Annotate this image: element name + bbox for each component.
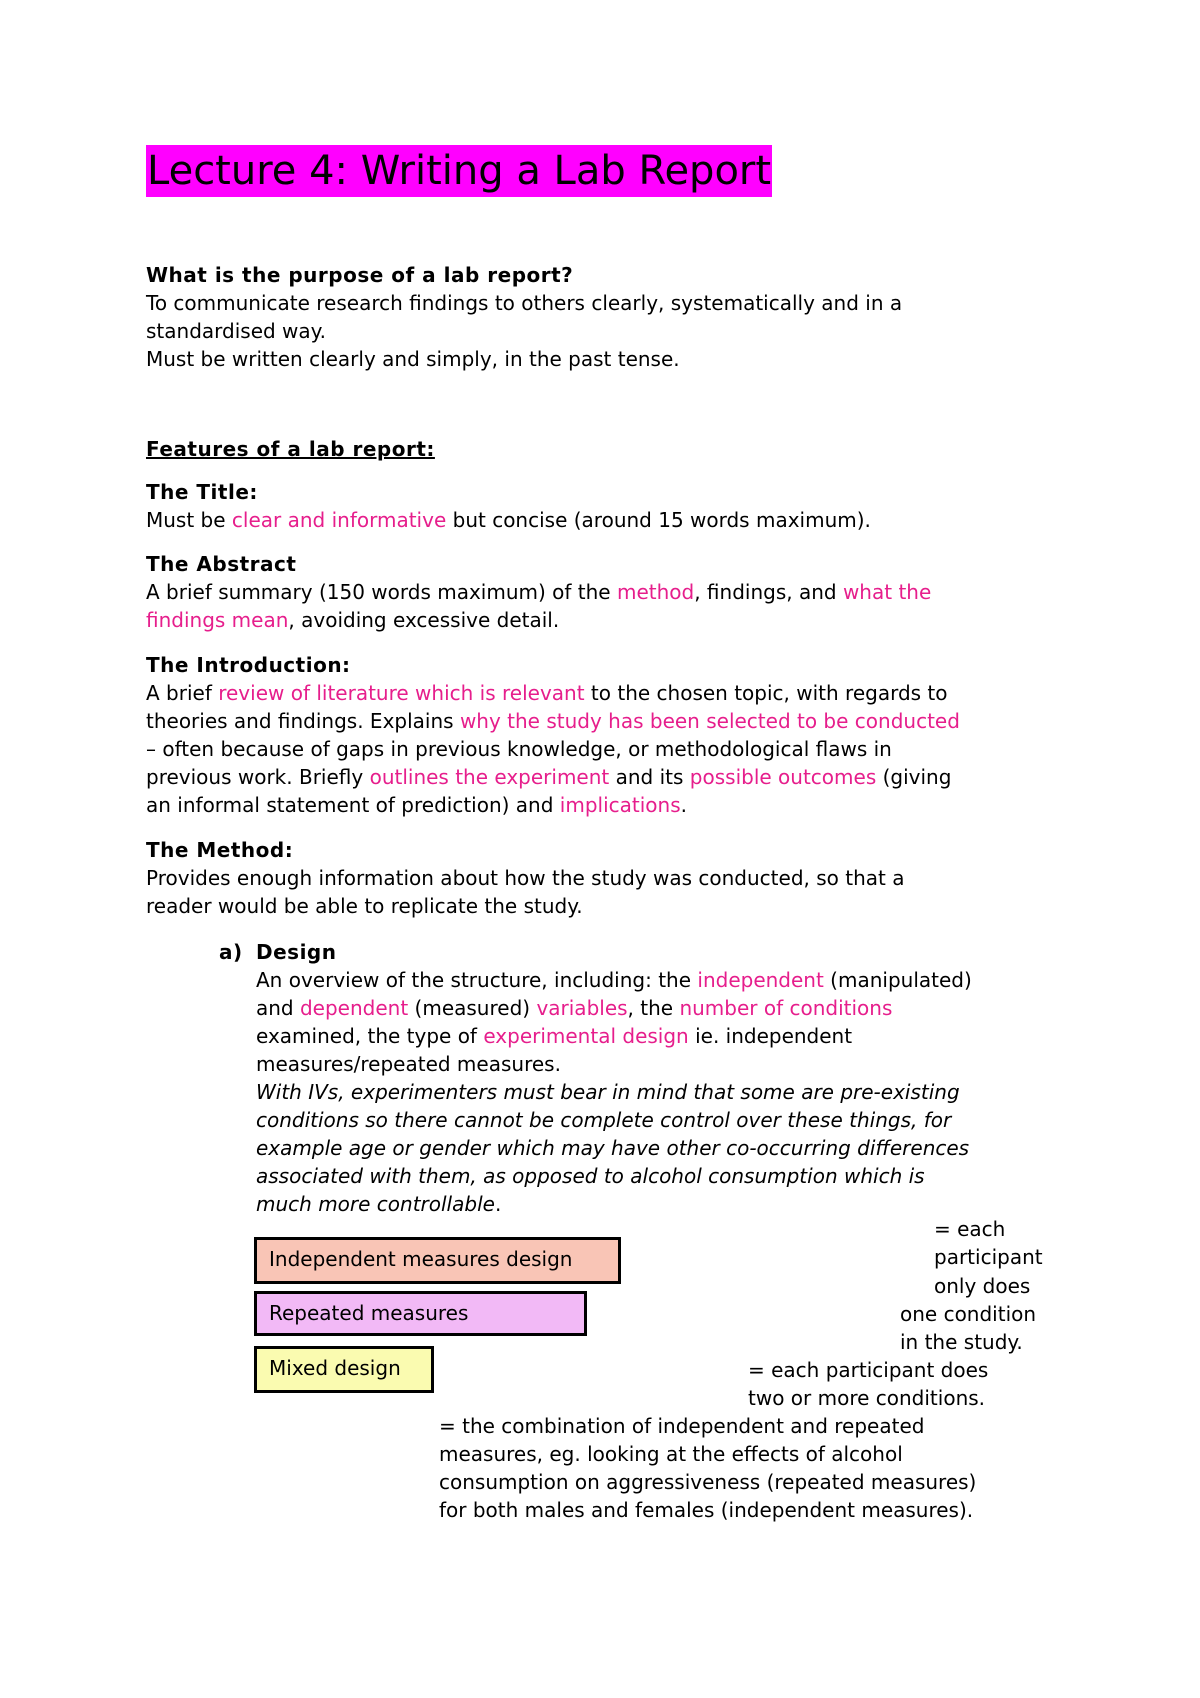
- highlight-text: implications: [559, 793, 681, 817]
- abstract-line-2: [146, 606, 931, 634]
- introduction-line-1: [146, 679, 960, 707]
- highlight-text: possible outcomes: [689, 765, 877, 789]
- text-span: Must be: [146, 508, 232, 532]
- highlight-text: independent: [697, 968, 824, 992]
- text-span: theories and findings. Explains: [146, 709, 460, 733]
- highlight-text: clear and informative: [231, 508, 447, 532]
- text-span: , findings, and: [694, 580, 843, 604]
- text-span: and its: [609, 765, 690, 789]
- repeated-note-1: = each participant does: [748, 1358, 989, 1382]
- abstract-section: [146, 550, 931, 634]
- highlight-text: review of literature which is relevant: [218, 681, 585, 705]
- abstract-heading: The Abstract: [146, 552, 297, 576]
- highlight-text: experimental design: [483, 1024, 689, 1048]
- title-heading: The Title:: [146, 480, 258, 504]
- independent-measures-box: Independent measures design: [254, 1237, 621, 1284]
- text-span: A brief summary (150 words maximum) of the: [146, 580, 617, 604]
- text-span: .: [494, 1192, 502, 1216]
- method-line-1: Provides enough information about how the study was conducted, so that a: [146, 866, 905, 890]
- features-heading: Features of a lab report:: [146, 437, 435, 461]
- independent-note-1: = each: [934, 1217, 1006, 1241]
- design-line-1: [256, 966, 972, 994]
- introduction-heading: The Introduction:: [146, 653, 351, 677]
- highlight-text: findings mean: [146, 608, 289, 632]
- design-line-3: [256, 1022, 972, 1050]
- method-section: [146, 836, 904, 920]
- highlight-text: why the study has been selected to be conducted: [459, 709, 960, 733]
- text-span: ie. independent: [688, 1024, 853, 1048]
- mixed-note-4: for both males and females (independent measures).: [439, 1498, 974, 1522]
- introduction-line-2: [146, 707, 960, 735]
- design-italic-3: example age or gender which may have other co-occurring differences: [256, 1136, 970, 1160]
- mixed-note-2: measures, eg. looking at the effects of alcohol: [439, 1442, 903, 1466]
- method-line-2: reader would be able to replicate the study.: [146, 894, 583, 918]
- design-marker: a): [219, 940, 243, 964]
- independent-note-3: only does: [934, 1274, 1031, 1298]
- method-heading: The Method:: [146, 838, 294, 862]
- mixed-note: [439, 1412, 976, 1524]
- purpose-heading: What is the purpose of a lab report?: [146, 263, 574, 287]
- design-italic-5: [256, 1190, 972, 1218]
- text-span: (giving: [876, 765, 952, 789]
- highlight-text: what the: [842, 580, 932, 604]
- text-span: to the chosen topic, with regards to: [584, 681, 948, 705]
- independent-note-4: one condition: [900, 1302, 1037, 1326]
- mixed-note-1: = the combination of independent and repeated: [439, 1414, 925, 1438]
- purpose-line-2: standardised way.: [146, 319, 326, 343]
- independent-note-2: participant: [934, 1245, 1043, 1269]
- text-span: , the: [627, 996, 680, 1020]
- highlight-text: number of conditions: [679, 996, 893, 1020]
- title-section: [146, 478, 871, 534]
- introduction-line-5: [146, 791, 960, 819]
- text-span: A brief: [146, 681, 219, 705]
- design-italic-2: conditions so there cannot be complete control over these things, for: [256, 1108, 952, 1132]
- page-title: Lecture 4: Writing a Lab Report: [146, 145, 772, 197]
- design-line-2: [256, 994, 972, 1022]
- text-span: An overview of the structure, including: the: [256, 968, 698, 992]
- mixed-design-box: Mixed design: [254, 1346, 434, 1393]
- purpose-line-1: To communicate research findings to others clearly, systematically and in a: [146, 291, 903, 315]
- introduction-line-3: – often because of gaps in previous knowledge, or methodological flaws in: [146, 737, 892, 761]
- text-span: an informal statement of prediction) and: [146, 793, 560, 817]
- design-italic-1: With IVs, experimenters must bear in mind that some are pre-existing: [256, 1080, 960, 1104]
- design-section: [256, 938, 972, 1218]
- highlight-text: variables: [536, 996, 628, 1020]
- text-span: but concise (around 15 words maximum).: [446, 508, 871, 532]
- independent-note-5: in the study.: [900, 1330, 1023, 1354]
- text-span: , avoiding excessive detail.: [288, 608, 560, 632]
- highlight-text: dependent: [299, 996, 409, 1020]
- design-heading: Design: [256, 940, 337, 964]
- text-span: previous work. Briefly: [146, 765, 370, 789]
- text-span: (measured): [408, 996, 537, 1020]
- title-text: [146, 506, 871, 534]
- highlight-text: outlines the experiment: [369, 765, 610, 789]
- repeated-measures-box: Repeated measures: [254, 1291, 587, 1336]
- purpose-section: [146, 261, 902, 373]
- introduction-section: [146, 651, 960, 819]
- design-line-4: measures/repeated measures.: [256, 1052, 561, 1076]
- text-span: much more controllable: [256, 1192, 495, 1216]
- text-span: .: [680, 793, 687, 817]
- text-span: (manipulated): [823, 968, 972, 992]
- abstract-line-1: [146, 578, 931, 606]
- mixed-note-3: consumption on aggressiveness (repeated measures): [439, 1470, 977, 1494]
- repeated-note-2: two or more conditions.: [748, 1386, 986, 1410]
- text-span: examined, the type of: [256, 1024, 484, 1048]
- design-italic-4: associated with them, as opposed to alcohol consumption which is: [256, 1164, 925, 1188]
- introduction-line-4: [146, 763, 960, 791]
- text-span: and: [256, 996, 300, 1020]
- purpose-line-3: Must be written clearly and simply, in the past tense.: [146, 347, 680, 371]
- highlight-text: method: [616, 580, 695, 604]
